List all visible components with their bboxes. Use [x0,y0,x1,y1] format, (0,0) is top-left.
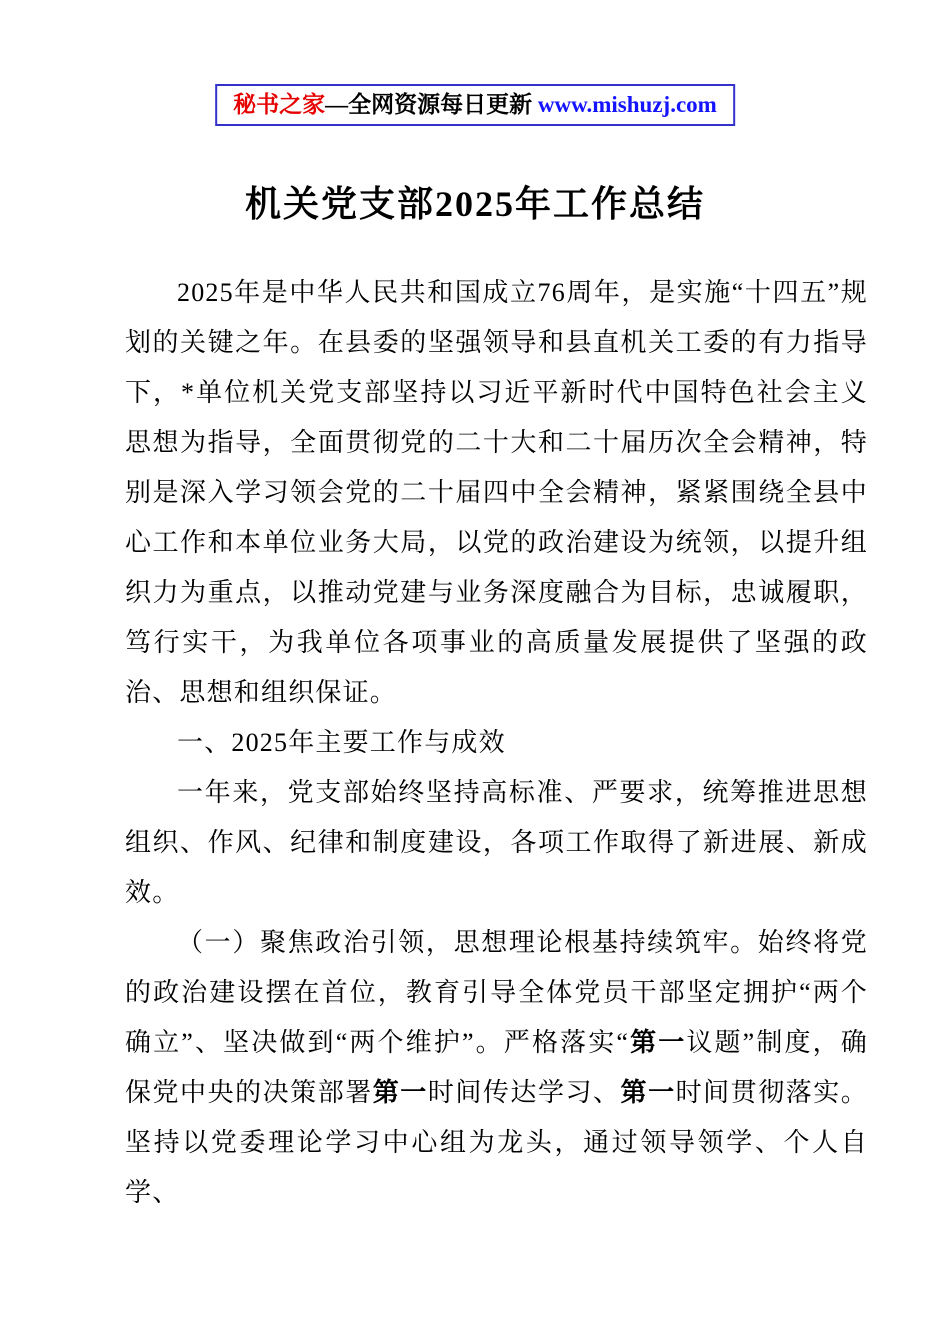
bold-text-run: 第一 [372,1078,428,1107]
banner-tagline: —全网资源每日更新 [325,92,538,117]
paragraph [125,718,868,768]
paragraph [125,268,868,718]
text-run: 一、2025年主要工作与成效 [177,728,506,757]
text-run: （一）聚焦政治引领，思想理论根基持续筑牢。始终将党的政治建设摆在首位，教育引导全体党员干部坚定拥护“两个确立”、坚决做到“两个维护”。严格落实“ [125,928,868,1057]
text-run: 时间贯彻落实。坚持以党委理论学习中心组为龙头，通过领导领学、个人自学、 [125,1078,868,1207]
text-run: 一年来，党支部始终坚持高标准、严要求，统筹推进思想组织、作风、纪律和制度建设，各项工作取得了新进展、新成效。 [125,778,868,907]
paragraph [125,768,868,918]
text-run: 时间传达学习、 [427,1078,621,1107]
bold-text-run: 第一 [620,1078,676,1107]
banner-brand: 秘书之家 [233,92,326,117]
text-run: 议题”制度，确保党中央的决策部署 [125,1028,868,1107]
banner-url-link[interactable]: www.mishuzj.com [537,92,717,117]
document-title: 机关党支部2025年工作总结 [244,184,705,224]
header-banner [215,84,735,126]
paragraph [125,918,868,1218]
text-run: 2025年是中华人民共和国成立76周年，是实施“十四五”规划的关键之年。在县委的坚强领导和县直机关工委的有力指导下，*单位机关党支部坚持以习近平新时代中国特色社会主义思想为指导，全面贯彻党的二十大和二十届历次全会精神，特别是深入学习领会党的二十届四中全会精神，紧紧围绕全县中心工作和本单位业务大局，以党的政治建设为统领，以提升组织力为重点，以推动党建与业务深度融合为目标，忠诚履职，笃行实干，为我单位各项事业的高质量发展提供了坚强的政治、思想和组织保证。 [125,278,868,707]
document-body [0,268,950,1218]
bold-text-run: 第一 [629,1028,687,1057]
